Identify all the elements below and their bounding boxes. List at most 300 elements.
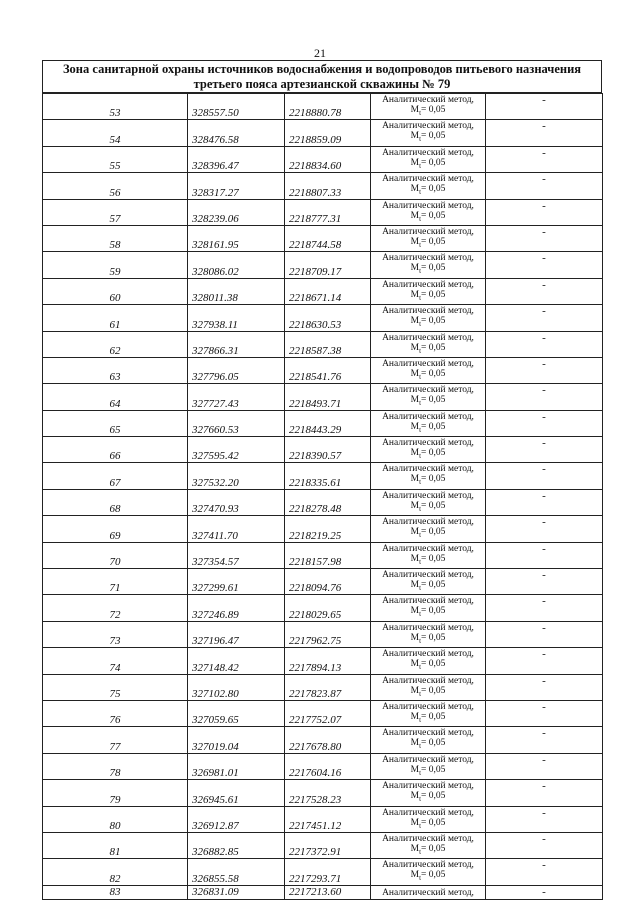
x-coordinate-cell: 326831.09 [188, 885, 285, 899]
table-row [43, 516, 603, 542]
accuracy-symbol: M [410, 316, 420, 327]
x-coordinate-cell: 327470.93 [188, 489, 285, 515]
point-number-cell: 53 [43, 94, 188, 120]
y-coordinate-cell: 2218744.58 [285, 225, 371, 251]
table-row [43, 727, 603, 753]
accuracy-value: = 0,05 [421, 632, 446, 643]
accuracy-subscript: t [419, 478, 422, 487]
accuracy-value: = 0,05 [421, 474, 446, 485]
method-accuracy [371, 237, 485, 250]
accuracy-value: = 0,05 [421, 791, 446, 802]
method-label: Аналитический метод, [382, 701, 474, 712]
x-coordinate-cell: 327299.61 [188, 569, 285, 595]
accuracy-subscript: t [419, 346, 422, 355]
accuracy-subscript: t [419, 214, 422, 223]
y-coordinate-cell: 2218443.29 [285, 410, 371, 436]
accuracy-value: = 0,05 [421, 500, 446, 511]
y-coordinate-cell: 2218390.57 [285, 437, 371, 463]
x-coordinate-cell: 326855.58 [188, 859, 285, 885]
method-accuracy [371, 844, 485, 857]
accuracy-subscript: t [419, 161, 422, 170]
accuracy-value: = 0,05 [421, 263, 446, 274]
accuracy-value: = 0,05 [421, 105, 446, 115]
x-coordinate-cell: 326882.85 [188, 832, 285, 858]
accuracy-subscript: t [419, 108, 422, 117]
point-number-cell: 55 [43, 146, 188, 172]
y-coordinate-cell: 2217604.16 [285, 753, 371, 779]
x-coordinate-cell: 327059.65 [188, 700, 285, 726]
accuracy-symbol: M [410, 764, 420, 775]
accuracy-value: = 0,05 [421, 870, 446, 881]
method-accuracy [371, 131, 485, 144]
accuracy-symbol: M [410, 606, 420, 617]
point-number-cell: 80 [43, 806, 188, 832]
x-coordinate-cell: 327595.42 [188, 437, 285, 463]
x-coordinate-cell: 327796.05 [188, 357, 285, 383]
x-coordinate-cell: 327148.42 [188, 648, 285, 674]
method-accuracy [371, 343, 485, 356]
dash-cell: - [486, 569, 603, 595]
method-cell [371, 463, 486, 489]
table-row [43, 753, 603, 779]
accuracy-subscript: t [419, 821, 422, 830]
x-coordinate-cell: 326981.01 [188, 753, 285, 779]
y-coordinate-cell: 2217752.07 [285, 700, 371, 726]
accuracy-symbol: M [410, 738, 420, 749]
y-coordinate-cell: 2217213.60 [285, 885, 371, 899]
x-coordinate-cell: 327938.11 [188, 305, 285, 331]
dash-cell: - [486, 885, 603, 899]
x-coordinate-cell: 327196.47 [188, 621, 285, 647]
table-row [43, 595, 603, 621]
accuracy-subscript: t [419, 715, 422, 724]
dash-cell: - [486, 648, 603, 674]
method-cell [371, 859, 486, 885]
table-row [43, 569, 603, 595]
accuracy-symbol: M [410, 184, 420, 195]
table-row [43, 331, 603, 357]
y-coordinate-cell: 2217528.23 [285, 780, 371, 806]
method-label: Аналитический метод, [382, 490, 474, 501]
accuracy-value: = 0,05 [421, 764, 446, 775]
title-line-1: Зона санитарной охраны источников водоснабжения и водопроводов питьевого назначения [62, 62, 582, 76]
point-number-cell: 66 [43, 437, 188, 463]
y-coordinate-cell: 2218834.60 [285, 146, 371, 172]
point-number-cell: 76 [43, 700, 188, 726]
dash-cell: - [486, 674, 603, 700]
accuracy-value: = 0,05 [421, 843, 446, 854]
method-cell [371, 648, 486, 674]
accuracy-value: = 0,05 [421, 685, 446, 696]
point-number-cell: 79 [43, 780, 188, 806]
method-accuracy [371, 580, 485, 593]
accuracy-value: = 0,05 [421, 368, 446, 379]
method-label: Аналитический метод, [382, 438, 474, 449]
x-coordinate-cell: 328476.58 [188, 120, 285, 146]
point-number-cell: 69 [43, 516, 188, 542]
method-accuracy [371, 316, 485, 329]
point-number-cell: 70 [43, 542, 188, 568]
accuracy-value: = 0,05 [421, 236, 446, 247]
accuracy-symbol: M [410, 395, 420, 406]
accuracy-symbol: M [410, 791, 420, 802]
dash-cell: - [486, 305, 603, 331]
x-coordinate-cell: 327102.80 [188, 674, 285, 700]
method-cell [371, 516, 486, 542]
accuracy-symbol: M [410, 263, 420, 274]
method-cell [371, 278, 486, 304]
accuracy-subscript: t [419, 451, 422, 460]
x-coordinate-cell: 327660.53 [188, 410, 285, 436]
method-accuracy [371, 633, 485, 646]
table-row [43, 437, 603, 463]
table-row [43, 621, 603, 647]
y-coordinate-cell: 2218094.76 [285, 569, 371, 595]
method-cell [371, 384, 486, 410]
method-label: Аналитический метод, [382, 253, 474, 264]
method-accuracy [371, 738, 485, 751]
method-label: Аналитический метод, [382, 279, 474, 290]
accuracy-symbol: M [410, 632, 420, 643]
accuracy-symbol: M [410, 342, 420, 353]
method-accuracy [371, 686, 485, 699]
point-number-cell: 56 [43, 173, 188, 199]
y-coordinate-cell: 2217894.13 [285, 648, 371, 674]
accuracy-value: = 0,05 [421, 395, 446, 406]
method-cell [371, 146, 486, 172]
accuracy-value: = 0,05 [421, 659, 446, 670]
method-cell [371, 252, 486, 278]
method-accuracy [371, 818, 485, 831]
y-coordinate-cell: 2217451.12 [285, 806, 371, 832]
dash-cell: - [486, 859, 603, 885]
method-accuracy [371, 263, 485, 276]
dash-cell: - [486, 700, 603, 726]
method-cell [371, 700, 486, 726]
method-accuracy [371, 422, 485, 435]
method-cell [371, 674, 486, 700]
accuracy-value: = 0,05 [421, 448, 446, 459]
method-cell [371, 94, 486, 120]
method-cell [371, 753, 486, 779]
accuracy-subscript: t [419, 135, 422, 144]
x-coordinate-cell: 328557.50 [188, 94, 285, 120]
coordinates-table [42, 93, 603, 900]
y-coordinate-cell: 2218278.48 [285, 489, 371, 515]
y-coordinate-cell: 2218029.65 [285, 595, 371, 621]
accuracy-subscript: t [419, 531, 422, 540]
y-coordinate-cell: 2218493.71 [285, 384, 371, 410]
accuracy-value: = 0,05 [421, 342, 446, 353]
method-accuracy [371, 290, 485, 303]
y-coordinate-cell: 2218335.61 [285, 463, 371, 489]
dash-cell: - [486, 173, 603, 199]
point-number-cell: 63 [43, 357, 188, 383]
table-row [43, 173, 603, 199]
point-number-cell: 71 [43, 569, 188, 595]
dash-cell: - [486, 225, 603, 251]
table-row [43, 252, 603, 278]
accuracy-subscript: t [419, 742, 422, 751]
x-coordinate-cell: 328317.27 [188, 173, 285, 199]
dash-cell: - [486, 437, 603, 463]
method-label: Аналитический метод, [382, 385, 474, 396]
x-coordinate-cell: 328396.47 [188, 146, 285, 172]
table-row [43, 199, 603, 225]
dash-cell: - [486, 120, 603, 146]
x-coordinate-cell: 327866.31 [188, 331, 285, 357]
point-number-cell: 82 [43, 859, 188, 885]
method-label: Аналитический метод, [382, 887, 474, 898]
dash-cell: - [486, 489, 603, 515]
method-accuracy [371, 765, 485, 778]
x-coordinate-cell: 326945.61 [188, 780, 285, 806]
accuracy-subscript: t [419, 689, 422, 698]
accuracy-symbol: M [410, 131, 420, 142]
point-number-cell: 62 [43, 331, 188, 357]
accuracy-subscript: t [419, 293, 422, 302]
x-coordinate-cell: 327246.89 [188, 595, 285, 621]
method-label: Аналитический метод, [382, 622, 474, 633]
method-cell [371, 832, 486, 858]
y-coordinate-cell: 2218157.98 [285, 542, 371, 568]
table-title [42, 60, 602, 93]
method-accuracy [371, 184, 485, 197]
method-label: Аналитический метод, [382, 306, 474, 317]
title-line-2: третьего пояса артезианской скважины № 79 [193, 77, 451, 91]
table-row [43, 305, 603, 331]
accuracy-symbol: M [410, 843, 420, 854]
method-accuracy [371, 448, 485, 461]
accuracy-subscript: t [419, 372, 422, 381]
method-cell [371, 199, 486, 225]
method-accuracy [371, 527, 485, 540]
accuracy-subscript: t [419, 557, 422, 566]
accuracy-subscript: t [419, 240, 422, 249]
y-coordinate-cell: 2218859.09 [285, 120, 371, 146]
method-accuracy [371, 395, 485, 408]
method-label: Аналитический метод, [382, 860, 474, 871]
dash-cell: - [486, 410, 603, 436]
point-number-cell: 73 [43, 621, 188, 647]
dash-cell: - [486, 780, 603, 806]
method-cell [371, 437, 486, 463]
method-accuracy [371, 791, 485, 804]
method-cell [371, 542, 486, 568]
method-label: Аналитический метод, [382, 728, 474, 739]
table-row [43, 832, 603, 858]
x-coordinate-cell: 327019.04 [188, 727, 285, 753]
accuracy-value: = 0,05 [421, 289, 446, 300]
y-coordinate-cell: 2217293.71 [285, 859, 371, 885]
accuracy-subscript: t [419, 847, 422, 856]
table-row [43, 120, 603, 146]
dash-cell: - [486, 331, 603, 357]
method-label: Аналитический метод, [382, 754, 474, 765]
accuracy-value: = 0,05 [421, 527, 446, 538]
method-label: Аналитический метод, [382, 543, 474, 554]
table-row [43, 146, 603, 172]
table-row [43, 542, 603, 568]
table-row [43, 410, 603, 436]
point-number-cell: 57 [43, 199, 188, 225]
point-number-cell: 77 [43, 727, 188, 753]
point-number-cell: 68 [43, 489, 188, 515]
method-label: Аналитический метод, [382, 95, 474, 105]
method-cell [371, 885, 486, 899]
x-coordinate-cell: 328086.02 [188, 252, 285, 278]
table-row [43, 859, 603, 885]
dash-cell: - [486, 384, 603, 410]
method-label: Аналитический метод, [382, 358, 474, 369]
point-number-cell: 65 [43, 410, 188, 436]
accuracy-subscript: t [419, 320, 422, 329]
accuracy-symbol: M [410, 817, 420, 828]
table-row [43, 700, 603, 726]
y-coordinate-cell: 2218807.33 [285, 173, 371, 199]
method-label: Аналитический метод, [382, 411, 474, 422]
point-number-cell: 74 [43, 648, 188, 674]
y-coordinate-cell: 2218709.17 [285, 252, 371, 278]
method-label: Аналитический метод, [382, 781, 474, 792]
x-coordinate-cell: 327411.70 [188, 516, 285, 542]
accuracy-symbol: M [410, 659, 420, 670]
accuracy-symbol: M [410, 236, 420, 247]
method-accuracy [371, 474, 485, 487]
method-label: Аналитический метод, [382, 596, 474, 607]
method-label: Аналитический метод, [382, 464, 474, 475]
accuracy-value: = 0,05 [421, 580, 446, 591]
method-cell [371, 727, 486, 753]
table-row [43, 278, 603, 304]
accuracy-value: = 0,05 [421, 316, 446, 327]
dash-cell: - [486, 595, 603, 621]
method-cell [371, 225, 486, 251]
table-row [43, 489, 603, 515]
method-cell [371, 621, 486, 647]
accuracy-symbol: M [410, 685, 420, 696]
accuracy-value: = 0,05 [421, 817, 446, 828]
accuracy-value: = 0,05 [421, 606, 446, 617]
method-cell [371, 489, 486, 515]
y-coordinate-cell: 2217962.75 [285, 621, 371, 647]
method-label: Аналитический метод, [382, 174, 474, 185]
point-number-cell: 54 [43, 120, 188, 146]
table-row [43, 357, 603, 383]
method-cell [371, 806, 486, 832]
method-cell [371, 331, 486, 357]
accuracy-symbol: M [410, 580, 420, 591]
dash-cell: - [486, 278, 603, 304]
method-label: Аналитический метод, [382, 147, 474, 158]
y-coordinate-cell: 2217823.87 [285, 674, 371, 700]
dash-cell: - [486, 621, 603, 647]
method-label: Аналитический метод, [382, 833, 474, 844]
accuracy-value: = 0,05 [421, 421, 446, 432]
dash-cell: - [486, 146, 603, 172]
method-accuracy [371, 554, 485, 567]
y-coordinate-cell: 2217678.80 [285, 727, 371, 753]
accuracy-symbol: M [410, 527, 420, 538]
table-row [43, 225, 603, 251]
accuracy-symbol: M [410, 368, 420, 379]
method-label: Аналитический метод, [382, 807, 474, 818]
accuracy-symbol: M [410, 157, 420, 168]
point-number-cell: 81 [43, 832, 188, 858]
method-label: Аналитический метод, [382, 226, 474, 237]
table-row [43, 384, 603, 410]
accuracy-subscript: t [419, 610, 422, 619]
x-coordinate-cell: 327354.57 [188, 542, 285, 568]
method-accuracy [371, 712, 485, 725]
accuracy-subscript: t [419, 636, 422, 645]
table-row [43, 674, 603, 700]
method-cell [371, 173, 486, 199]
y-coordinate-cell: 2217372.91 [285, 832, 371, 858]
x-coordinate-cell: 328011.38 [188, 278, 285, 304]
accuracy-subscript: t [419, 795, 422, 804]
table-row [43, 648, 603, 674]
x-coordinate-cell: 327727.43 [188, 384, 285, 410]
dash-cell: - [486, 357, 603, 383]
point-number-cell: 58 [43, 225, 188, 251]
method-accuracy [371, 105, 485, 118]
method-cell [371, 595, 486, 621]
x-coordinate-cell: 328161.95 [188, 225, 285, 251]
accuracy-value: = 0,05 [421, 553, 446, 564]
y-coordinate-cell: 2218587.38 [285, 331, 371, 357]
method-label: Аналитический метод, [382, 675, 474, 686]
method-accuracy [371, 606, 485, 619]
dash-cell: - [486, 199, 603, 225]
accuracy-subscript: t [419, 504, 422, 513]
method-cell [371, 120, 486, 146]
y-coordinate-cell: 2218671.14 [285, 278, 371, 304]
accuracy-symbol: M [410, 289, 420, 300]
y-coordinate-cell: 2218219.25 [285, 516, 371, 542]
dash-cell: - [486, 727, 603, 753]
y-coordinate-cell: 2218630.53 [285, 305, 371, 331]
point-number-cell: 64 [43, 384, 188, 410]
dash-cell: - [486, 252, 603, 278]
dash-cell: - [486, 753, 603, 779]
x-coordinate-cell: 326912.87 [188, 806, 285, 832]
point-number-cell: 78 [43, 753, 188, 779]
dash-cell: - [486, 806, 603, 832]
dash-cell: - [486, 516, 603, 542]
accuracy-symbol: M [410, 105, 420, 115]
method-cell [371, 357, 486, 383]
accuracy-subscript: t [419, 188, 422, 197]
table-row [43, 806, 603, 832]
point-number-cell: 67 [43, 463, 188, 489]
y-coordinate-cell: 2218541.76 [285, 357, 371, 383]
accuracy-value: = 0,05 [421, 131, 446, 142]
method-cell [371, 305, 486, 331]
accuracy-symbol: M [410, 711, 420, 722]
accuracy-symbol: M [410, 421, 420, 432]
accuracy-subscript: t [419, 874, 422, 883]
method-accuracy [371, 501, 485, 514]
accuracy-symbol: M [410, 474, 420, 485]
method-label: Аналитический метод, [382, 121, 474, 132]
method-label: Аналитический метод, [382, 570, 474, 581]
accuracy-value: = 0,05 [421, 738, 446, 749]
method-accuracy [371, 211, 485, 224]
y-coordinate-cell: 2218777.31 [285, 199, 371, 225]
method-accuracy [371, 659, 485, 672]
dash-cell: - [486, 832, 603, 858]
